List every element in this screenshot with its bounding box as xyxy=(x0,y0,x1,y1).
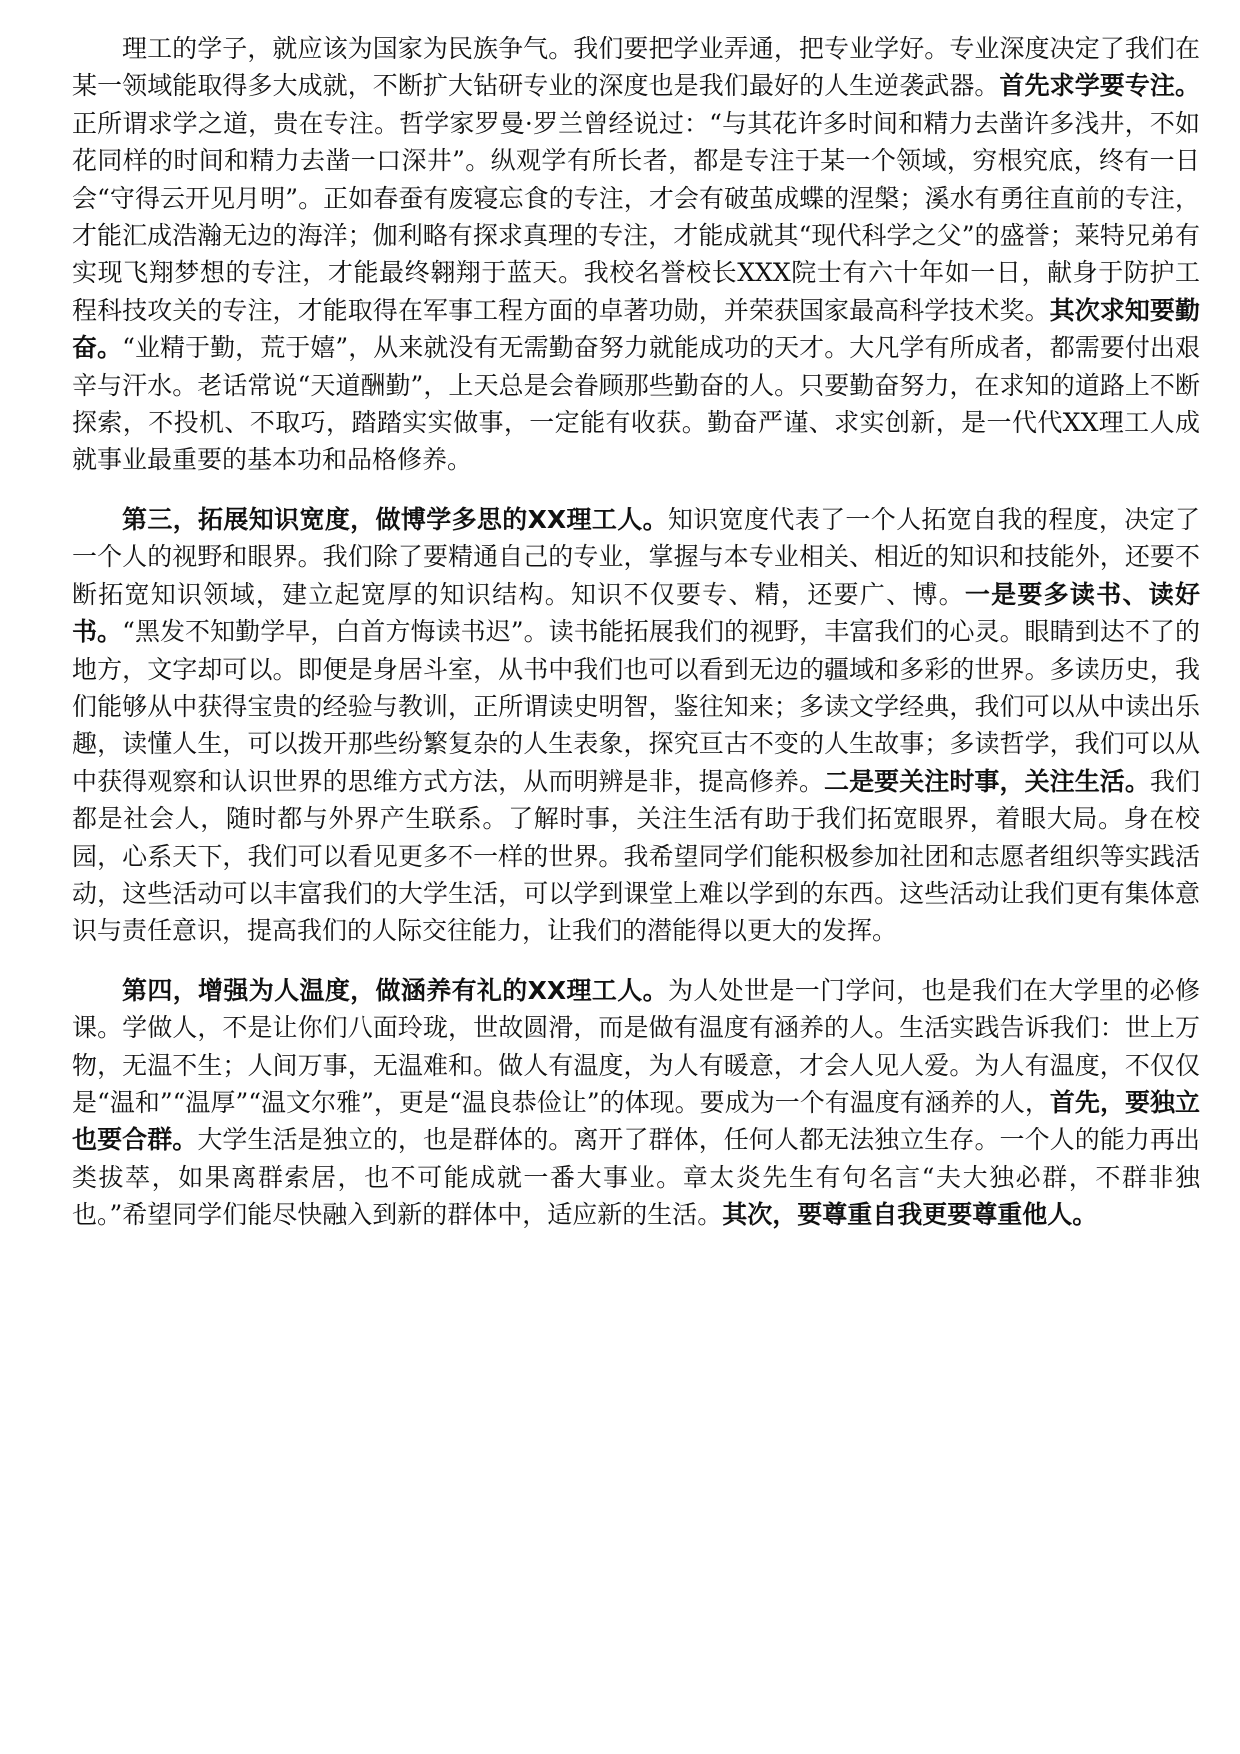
paragraph-3-text: 为人处世是一门学问，也是我们在大学里的必修课。学做人，不是让你们八面玲珑，世故圆滑，而是做有温度有涵养的人。生活实践告诉我们：世上万物，无温不生；人间万事，无温难和。做人有温度，为人有暖意，才会人见人爱。为人有温度，不仅仅是“温和”“温厚”“温文尔雅”，更是“温良恭俭让”的体现。要成为一个有温度有涵养的人， xyxy=(72,975,1200,1117)
paragraph-1-bold-heading-diligence: 其次求知要勤奋。 xyxy=(72,295,1200,363)
paragraph-2-text: 我们都是社会人，随时都与外界产生联系。了解时事，关注生活有助于我们拓宽眼界，着眼大局。身在校园，心系天下，我们可以看见更多不一样的世界。我希望同学们能积极参加社团和志愿者组织等实践活动，这些活动可以丰富我们的大学生活，可以学到课堂上难以学到的东西。这些活动让我们更有集体意识与责任意识，提高我们的人际交往能力，让我们的潜能得以更大的发挥。 xyxy=(72,766,1200,946)
paragraph-1 xyxy=(72,30,1200,479)
paragraph-1-text: 正所谓求学之道，贵在专注。哲学家罗曼·罗兰曾经说过：“与其花许多时间和精力去凿许多浅井，不如花同样的时间和精力去凿一口深井”。纵观学有所长者，都是专注于某一个领域，穷根究底，终有一日会“守得云开见月明”。正如春蚕有废寝忘食的专注，才会有破茧成蝶的涅槃；溪水有勇往直前的专注，才能汇成浩瀚无边的海洋；伽利略有探求真理的专注，才能成就其“现代科学之父”的盛誉；莱特兄弟有实现飞翔梦想的专注，才能最终翱翔于蓝天。我校名誉校长XXX院士有六十年如一日，献身于防护工程科技攻关的专注，才能取得在军事工程方面的卓著功勋，并荣获国家最高科学技术奖。 xyxy=(72,108,1200,325)
paragraph-3-text: 大学生活是独立的，也是群体的。离开了群体，任何人都无法独立生存。一个人的能力再出类拔萃，如果离群索居，也不可能成就一番大事业。章太炎先生有句名言“夫大独必群，不群非独也。”希望同学们能尽快融入到新的群体中，适应新的生活。 xyxy=(72,1125,1200,1230)
document-page xyxy=(72,30,1200,1256)
paragraph-2-bold-point-two: 二是要关注时事，关注生活。 xyxy=(824,766,1150,796)
paragraph-3-bold-point-second: 其次，要尊重自我更要尊重他人。 xyxy=(722,1200,1098,1230)
paragraph-2-bold-point-one: 一是要多读书、读好书。 xyxy=(72,579,1200,647)
paragraph-1-text: 理工的学子，就应该为国家为民族争气。我们要把学业弄通，把专业学好。专业深度决定了我们在某一领域能取得多大成就，不断扩大钻研专业的深度也是我们最好的人生逆袭武器。 xyxy=(72,34,1200,101)
paragraph-1-bold-heading-focus: 首先求学要专注。 xyxy=(999,71,1200,101)
paragraph-2-text: 知识宽度代表了一个人拓宽自我的程度，决定了一个人的视野和眼界。我们除了要精通自己的专业，掌握与本专业相关、相近的知识和技能外，还要不断拓宽知识领域，建立起宽厚的知识结构。知识不仅要专、精，还要广、博。 xyxy=(72,504,1200,609)
paragraph-3-bold-point-first: 首先，要独立也要合群。 xyxy=(72,1087,1200,1155)
paragraph-2-bold-heading: 第三，拓展知识宽度，做博学多思的XX理工人。 xyxy=(122,504,668,534)
paragraph-2 xyxy=(72,501,1200,950)
paragraph-1-text: “业精于勤，荒于嬉”，从来就没有无需勤奋努力就能成功的天才。大凡学有所成者，都需要付出艰辛与汗水。老话常说“天道酬勤”，上天总是会眷顾那些勤奋的人。只要勤奋努力，在求知的道路上不断探索，不投机、不取巧，踏踏实实做事，一定能有收获。勤奋严谨、求实创新，是一代代XX理工人成就事业最重要的基本功和品格修养。 xyxy=(72,333,1200,475)
paragraph-3 xyxy=(72,972,1200,1234)
paragraph-3-bold-heading: 第四，增强为人温度，做涵养有礼的XX理工人。 xyxy=(122,975,668,1005)
paragraph-2-text: “黑发不知勤学早，白首方悔读书迟”。读书能拓展我们的视野，丰富我们的心灵。眼睛到达不了的地方，文字却可以。即便是身居斗室，从书中我们也可以看到无边的疆域和多彩的世界。多读历史，我们能够从中获得宝贵的经验与教训，正所谓读史明智，鉴往知来；多读文学经典，我们可以从中读出乐趣，读懂人生，可以拨开那些纷繁复杂的人生表象，探究亘古不变的人生故事；多读哲学，我们可以从中获得观察和认识世界的思维方式方法，从而明辨是非，提高修养。 xyxy=(72,617,1200,796)
